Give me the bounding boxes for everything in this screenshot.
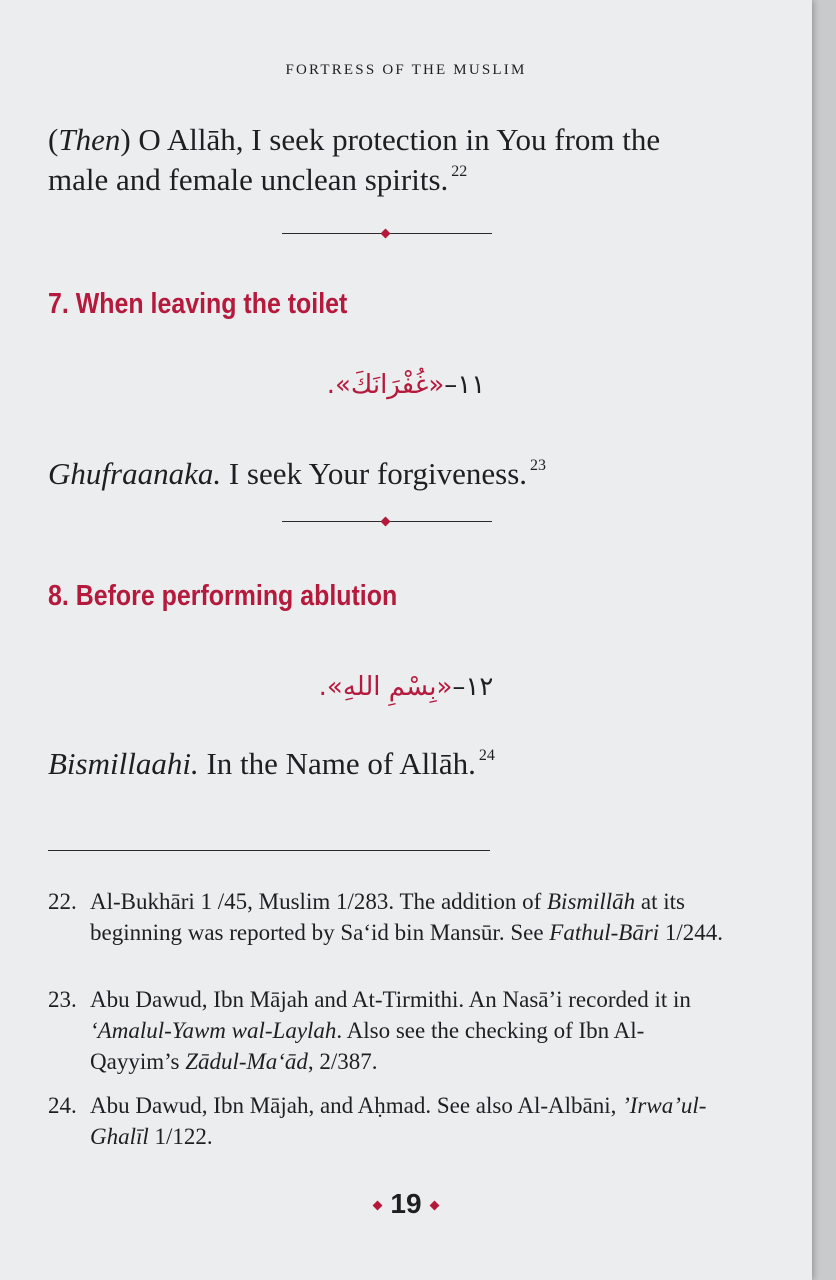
- footnote-text-run: 1/122.: [148, 1124, 213, 1149]
- footnote-number: 24.: [48, 1093, 77, 1118]
- footnote-ref-22[interactable]: 22: [451, 163, 468, 180]
- transliteration: Bismillaahi.: [48, 746, 199, 781]
- diamond-ornament-icon: [373, 1201, 383, 1211]
- section-heading-ablution: 8. Before performing ablution: [48, 580, 398, 612]
- footnote-text-run: at its beginning was reported by Sa‘id bin Mansūr. See: [90, 889, 686, 945]
- section-divider: [282, 516, 492, 528]
- footnote-text-run: . Also see the checking of Ibn Al-Qayyim’s: [90, 1018, 645, 1074]
- transliteration: Ghufraanaka.: [48, 456, 222, 491]
- intro-paragraph: (Then) O Allāh, I seek protection in You from the male and female unclean spirits. $^{22}$: [48, 122, 661, 197]
- footnote-citation-title: Fathul-Bāri: [549, 920, 660, 945]
- page-number-text: 19: [390, 1188, 422, 1219]
- footnote-text: [90, 886, 728, 948]
- intro-text: O Allāh, I seek protection in You from the male and female unclean spirits.: [48, 122, 661, 197]
- footnote-23: [48, 984, 728, 1077]
- translation: In the Name of Allāh.: [198, 746, 476, 781]
- arabic-supplication-11: [0, 370, 812, 400]
- diamond-ornament-icon: [381, 517, 391, 527]
- footnote-citation-title: ’Irwa’ul-Ghalīl: [90, 1093, 707, 1149]
- footnote-citation-title: ‘Amalul-Yawm wal-Laylah: [90, 1018, 337, 1043]
- arabic-number: ١٢–: [452, 672, 494, 702]
- footnote-24: [48, 1090, 728, 1152]
- diamond-ornament-icon: [429, 1201, 439, 1211]
- footnote-number: 22.: [48, 889, 77, 914]
- arabic-text: «بِسْمِ اللهِ».: [318, 672, 453, 702]
- translation-paragraph-8: [48, 744, 728, 784]
- footnote-text-run: Abu Dawud, Ibn Mājah, and Aḥmad. See also Al-Albāni,: [90, 1093, 623, 1118]
- footnote-text-run: Abu Dawud, Ibn Mājah and At-Tirmithi. An Nasā’i recorded it in: [90, 987, 691, 1012]
- footnote-text: [90, 984, 728, 1077]
- footnote-citation-title: Bismillāh: [547, 889, 636, 914]
- arabic-supplication-12: [0, 672, 812, 702]
- page-number: [0, 1188, 812, 1220]
- footnote-text: [90, 1090, 728, 1152]
- arabic-text: «غُفْرَانَكَ».: [326, 370, 445, 400]
- footnote-text-run: , 2/387.: [307, 1049, 378, 1074]
- section-divider: [282, 228, 492, 240]
- footnote-ref-24[interactable]: 24: [478, 747, 495, 764]
- translation-paragraph-7: [48, 454, 728, 494]
- footnote-text-run: 1/244.: [659, 920, 724, 945]
- running-head: FORTRESS OF THE MUSLIM: [285, 62, 527, 78]
- footnote-citation-title: Zādul-Ma‘ād: [185, 1049, 308, 1074]
- footnote-ref-23[interactable]: 23: [530, 457, 547, 474]
- footnote-text-run: Al-Bukhāri 1 /45, Muslim 1/283. The addition of: [90, 889, 547, 914]
- section-heading-leaving-toilet: 7. When leaving the toilet: [48, 288, 348, 320]
- footnote-22: [48, 886, 728, 948]
- footnote-rule: [48, 850, 490, 851]
- arabic-number: ١١–: [444, 370, 486, 400]
- translation: I seek Your forgiveness.: [221, 456, 528, 491]
- intro-italic-lead: Then: [58, 122, 121, 157]
- diamond-ornament-icon: [381, 229, 391, 239]
- footnote-number: 23.: [48, 987, 77, 1012]
